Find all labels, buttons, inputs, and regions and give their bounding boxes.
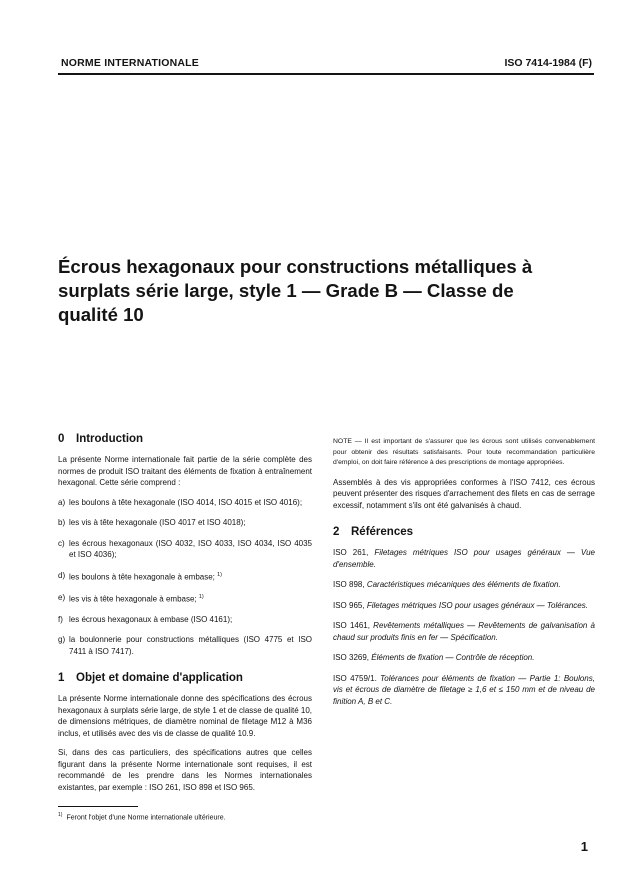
list-item-text-wrap xyxy=(69,570,312,583)
list-item xyxy=(58,538,312,561)
scope-paragraph-1: La présente Norme internationale donne des spécifications des écrous hexagonaux à surplats série large, de style 1 et de classe de qualité 10, de dimensions métriques, de diamètre nominal de filetage M12 à M36 inclus, et utilisés avec des vis de classe de qualité 10.9. xyxy=(58,694,312,738)
list-item-text: les vis à tête hexagonale (ISO 4017 et ISO 4018); xyxy=(69,518,246,527)
reference-title: Éléments de fixation — Contrôle de réception. xyxy=(371,653,535,662)
list-item-label: f) xyxy=(58,614,63,624)
reference-item xyxy=(333,620,595,643)
reference-title: Caractéristiques mécaniques des éléments de fixation. xyxy=(366,580,561,589)
intro-paragraph: La présente Norme internationale fait partie de la série complète des normes de produit ISO traitant des éléments de fixation à entraînement hexagonal. Cette série comprend : xyxy=(58,455,312,487)
reference-item xyxy=(333,673,595,708)
list-item-text: les écrous hexagonaux à embase (ISO 4161); xyxy=(69,614,233,624)
header-standard-number: ISO 7414-1984 (F) xyxy=(504,57,592,69)
header-rule xyxy=(58,73,594,75)
note: NOTE — Il est important de s'assurer que les écrous sont utilisés convenablement pour obtenir des résultats satisfaisants. Pour toute recommandation particulière d'emploi, on doit faire référence à des prescriptions de montage appropriées. xyxy=(333,438,595,466)
list-item-label: b) xyxy=(58,518,66,527)
footnote-text: Feront l'objet d'une Norme internationale ultérieure. xyxy=(66,814,226,822)
scope-paragraph-3: Assemblés à des vis appropriées conformes à l'ISO 7412, ces écrous peuvent présenter des risques d'arrachement des filets en cas de serrage excessif, notamment s'ils ont été galvanisés à chaud. xyxy=(333,477,595,510)
list-item-label: g) xyxy=(58,635,66,645)
footnote-reference: 1) xyxy=(198,593,204,600)
list-item xyxy=(58,517,312,529)
reference-item xyxy=(333,652,595,664)
reference-code: ISO 898, xyxy=(333,580,365,589)
section-number: 2 xyxy=(333,526,340,538)
footnote-reference: 1) xyxy=(217,571,223,578)
list-item xyxy=(58,497,312,509)
reference-code: ISO 261, xyxy=(333,548,369,557)
scope-paragraph-2: Si, dans des cas particuliers, des spécifications autres que celles figurant dans la présente Norme internationale sont requises, il est recommandé de les prendre dans les Normes internationales existantes, par exemple : ISO 261, ISO 898 et ISO 965. xyxy=(58,748,312,792)
footnote xyxy=(58,812,226,821)
list-item-label: d) xyxy=(58,570,66,580)
list-item-text: les boulons à tête hexagonale (ISO 4014, ISO 4015 et ISO 4016); xyxy=(69,497,303,507)
reference-item xyxy=(333,600,595,612)
page-number: 1 xyxy=(580,839,588,854)
list-item-text: la boulonnerie pour constructions métalliques (ISO 4775 et ISO 7411 à ISO 7417). xyxy=(69,635,312,656)
list-item xyxy=(58,570,312,583)
list-item xyxy=(58,592,312,605)
reference-code: ISO 1461, xyxy=(333,621,370,630)
reference-code: ISO 4759/1. xyxy=(333,673,377,683)
list-item xyxy=(58,614,312,626)
reference-title: Tolérances pour éléments de fixation — Partie 1: Boulons, vis et écrous de diamètre de filetage ≥ 1,6 et ≤ 150 mm et de niveau de finition A, B et C. xyxy=(333,673,595,706)
section-title: Objet et domaine d'application xyxy=(76,672,243,685)
list-item xyxy=(58,634,312,657)
section-title: Introduction xyxy=(76,433,144,445)
section-heading-references xyxy=(333,525,595,539)
reference-item xyxy=(333,579,595,591)
section-number: 1 xyxy=(58,672,65,685)
list-item-text: les vis à tête hexagonale à embase; xyxy=(69,594,197,604)
list-item-label: a) xyxy=(58,497,66,507)
reference-item xyxy=(333,547,595,570)
section-number: 0 xyxy=(58,433,65,445)
header-standard-type: NORME INTERNATIONALE xyxy=(61,57,199,69)
reference-title: Revêtements métalliques — Revêtements de galvanisation à chaud sur produits finis en fer — Spécification. xyxy=(333,621,595,642)
title-line-1: Écrous hexagonaux pour constructions métalliques à xyxy=(58,256,533,277)
list-item-text-wrap xyxy=(69,592,312,605)
reference-title: Filetages métriques ISO pour usages généraux — Tolérances. xyxy=(366,600,588,610)
section-heading-introduction xyxy=(58,432,312,446)
footnote-mark: 1) xyxy=(58,812,63,818)
section-title: Références xyxy=(351,526,414,538)
list-item-label: c) xyxy=(58,538,65,548)
left-column xyxy=(58,432,312,801)
reference-title: Filetages métriques ISO pour usages généraux — Vue d'ensemble. xyxy=(333,548,596,569)
reference-code: ISO 3269, xyxy=(333,653,370,662)
title-line-3: qualité 10 xyxy=(58,304,144,325)
title-line-2: surplats série large, style 1 — Grade B — Classe de xyxy=(58,280,514,301)
list-item-text: les boulons à tête hexagonale à embase; xyxy=(69,572,215,582)
section-heading-scope xyxy=(58,671,312,685)
list-item-text: les écrous hexagonaux (ISO 4032, ISO 4033, ISO 4034, ISO 4035 et ISO 4036); xyxy=(69,538,312,559)
document-title xyxy=(58,255,578,327)
footnote-rule xyxy=(58,806,138,807)
right-column xyxy=(333,437,595,716)
reference-code: ISO 965, xyxy=(333,600,365,610)
list-item-label: e) xyxy=(58,592,66,602)
